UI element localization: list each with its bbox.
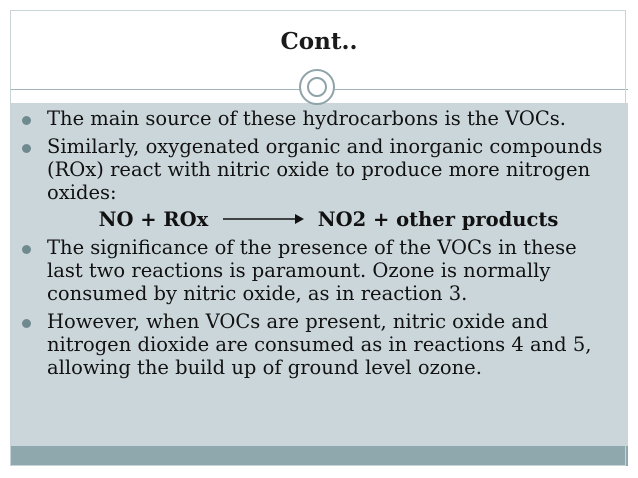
bullet-text: However, when VOCs are present, nitric oxide and nitrogen dioxide are consumed as in reactions 4 and 5, allowing the build up of ground level ozone. [47,310,592,379]
ornament-inner-ring [307,77,327,97]
bullet-text: Similarly, oxygenated organic and inorganic compounds (ROx) react with nitric oxide to produce more nitrogen oxides: [47,135,603,204]
equation-reactants: NO + ROx [98,208,209,231]
bullet-icon [22,144,31,153]
right-arrow-icon [221,212,305,226]
footer-band [10,446,628,466]
bullet-text: The main source of these hydrocarbons is the VOCs. [47,107,566,130]
bullet-icon [22,319,31,328]
bullet-list [22,107,618,384]
bullet-text: The significance of the presence of the VOCs in these last two reactions is paramount. Ozone is normally consumed by nitric oxide, as in reaction 3. [47,236,577,305]
reaction-equation [39,208,618,231]
bullet-item [22,236,618,305]
double-circle-ornament-icon [299,69,335,105]
bullet-icon [22,245,31,254]
bullet-item [22,310,618,379]
equation-products: NO2 + other products [317,208,559,231]
bullet-item [22,107,618,130]
bullet-item [22,135,618,231]
slide-title: Cont.. [280,28,358,55]
bullet-icon [22,116,31,125]
